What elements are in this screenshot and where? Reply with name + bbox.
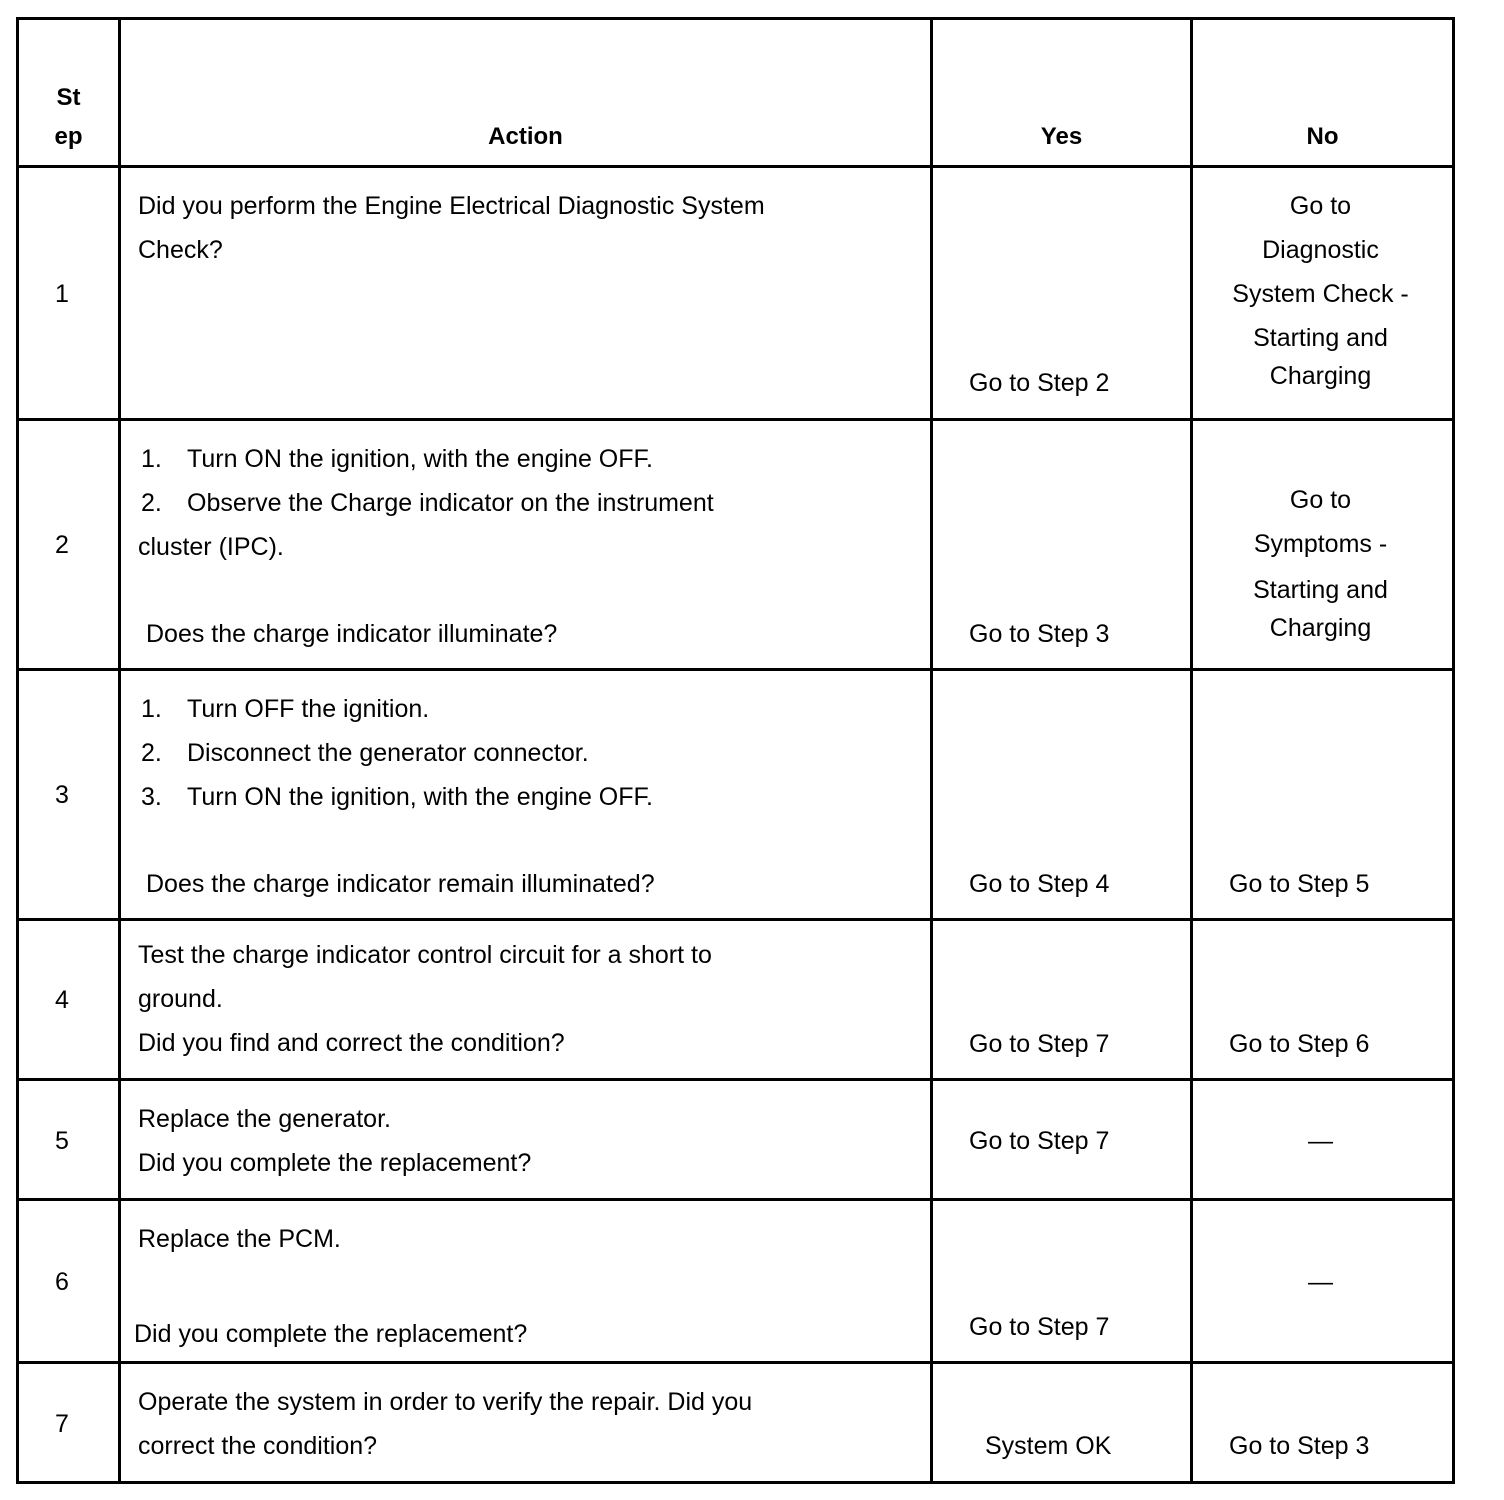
step-cell: 5 xyxy=(18,1080,120,1200)
no-cell: Go to Symptoms - Starting and Charging xyxy=(1192,420,1454,670)
no-cell: Go to Step 5 xyxy=(1192,670,1454,920)
yes-cell: Go to Step 7 xyxy=(932,920,1192,1080)
step-cell: 2 xyxy=(18,420,120,670)
list-item: 2. Disconnect the generator connector. xyxy=(141,739,589,767)
diagnostic-table xyxy=(16,17,1455,1484)
table-row xyxy=(18,167,1454,420)
step-cell: 3 xyxy=(18,670,120,920)
table-row xyxy=(18,1080,1454,1200)
no-cell: — xyxy=(1192,1080,1454,1200)
action-cell: Replace the PCM. Did you complete the replacement? xyxy=(120,1200,932,1363)
list-item: 1. Turn ON the ignition, with the engine OFF. xyxy=(141,445,653,473)
yes-cell: Go to Step 4 xyxy=(932,670,1192,920)
action-cell: Test the charge indicator control circuit for a short to ground. Did you find and correct the condition? xyxy=(120,920,932,1080)
header-action: Action xyxy=(120,19,932,167)
step-cell: 7 xyxy=(18,1363,120,1483)
action-cell: Did you perform the Engine Electrical Diagnostic System Check? xyxy=(120,167,932,420)
yes-cell: Go to Step 7 xyxy=(932,1080,1192,1200)
yes-cell: Go to Step 2 xyxy=(932,167,1192,420)
step-cell: 4 xyxy=(18,920,120,1080)
table-row xyxy=(18,920,1454,1080)
action-cell: Replace the generator. Did you complete the replacement? xyxy=(120,1080,932,1200)
table-row xyxy=(18,1363,1454,1483)
table-row xyxy=(18,670,1454,920)
no-cell: Go to Diagnostic System Check - Starting and Charging xyxy=(1192,167,1454,420)
step-cell: 1 xyxy=(18,167,120,420)
action-cell: 1. Turn ON the ignition, with the engine OFF. 2. Observe the Charge indicator on the instrument cluster (IPC). Does the charge indicator illuminate? xyxy=(120,420,932,670)
step-cell: 6 xyxy=(18,1200,120,1363)
no-cell: Go to Step 6 xyxy=(1192,920,1454,1080)
header-step: St ep xyxy=(18,19,120,167)
list-item: 1. Turn OFF the ignition. xyxy=(141,695,430,723)
table-row xyxy=(18,420,1454,670)
no-cell: Go to Step 3 xyxy=(1192,1363,1454,1483)
yes-cell: Go to Step 3 xyxy=(932,420,1192,670)
yes-cell: Go to Step 7 xyxy=(932,1200,1192,1363)
action-cell: 1. Turn OFF the ignition. 2. Disconnect the generator connector. 3. Turn ON the ignition, with the engine OFF. Does the charge indicator remain illuminated? xyxy=(120,670,932,920)
yes-cell: System OK xyxy=(932,1363,1192,1483)
header-yes: Yes xyxy=(932,19,1192,167)
action-cell: Operate the system in order to verify the repair. Did you correct the condition? xyxy=(120,1363,932,1483)
header-no: No xyxy=(1192,19,1454,167)
no-cell: — xyxy=(1192,1200,1454,1363)
list-item: 3. Turn ON the ignition, with the engine OFF. xyxy=(141,783,653,811)
table-row xyxy=(18,1200,1454,1363)
header-row xyxy=(18,19,1454,167)
list-item: 2. Observe the Charge indicator on the instrument xyxy=(141,489,714,517)
